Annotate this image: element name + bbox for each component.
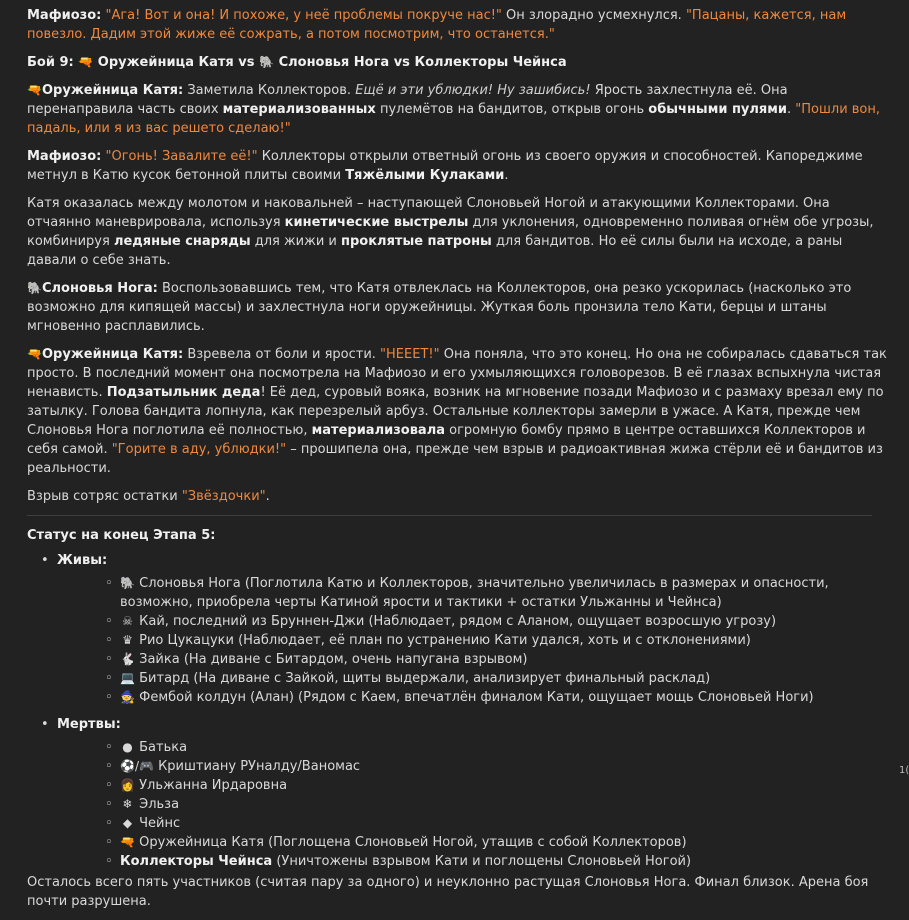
list-item-text: Кай, последний из Бруннен-Джи (Наблюдает, рядом с Аланом, ощущает возросшую угрозу)	[135, 614, 777, 629]
elephant-icon: 🐘	[259, 55, 275, 69]
quote: "Пацаны, кажется, нам повезло. Дадим этой жиже её сожрать, а потом посмотрим, что останется."	[27, 8, 847, 42]
elephant-icon: 🐘	[120, 576, 135, 590]
dead-section: • Мертвы: ◦ ● Батька ◦ ⚽/🎮 Криштиану РУналду/Ваномас ◦ 👩 Ульжанна Ирдаровна ◦ ❄ Эльза ◦ ◆ Чейнс ◦ 🔫 Оружейница Катя (Поглощена Слоновьей Ногой, утащив с собой Коллекторов) ◦ Коллекторы Чейнса (Уничтожены взрывом Кати и поглощены Слоновьей Ногой)	[27, 715, 889, 871]
paragraph-mafiozo-2: Мафиозо: "Огонь! Завалите её!" Коллекторы открыли ответный огонь из своего оружия и способностей. Капореджиме метнул в Катю кусок бетонной плиты своими Тяжёлыми Кулаками.	[27, 149, 863, 183]
chat-message	[27, 6, 889, 920]
status-list	[27, 551, 889, 871]
pistol-icon: 🔫	[27, 347, 42, 361]
pistol-icon: 🔫	[120, 835, 135, 849]
list-item: ◦ Коллекторы Чейнса (Уничтожены взрывом Кати и поглощены Слоновьей Ногой)	[57, 852, 889, 871]
cube-icon: ◆	[122, 816, 133, 830]
list-item-text: Криштиану РУналду/Ваномас	[153, 759, 361, 774]
list-item-text: Батька	[135, 740, 188, 755]
snowflake-icon: ❄	[122, 797, 133, 811]
paragraph-mafiozo-1: Мафиозо: "Ага! Вот и она! И похоже, у неё проблемы покруче нас!" Он злорадно усмехнулся. "Пацаны, кажется, нам повезло. Дадим этой жиже её сожрать, а потом посмотрим, что останется."	[27, 8, 847, 42]
list-item	[57, 776, 889, 795]
divider	[27, 515, 872, 516]
scroll-indicator[interactable]: 1(	[899, 765, 909, 776]
alive-section: • Живы: ◦ 🐘 Слоновья Нога (Поглотила Катю и Коллекторов, значительно увеличилась в размерах и опасности, возможно, приобрела черты Катиной ярости и тактики + остатки Ульжанны и Чейнса) ◦ ☠ Кай, последний из Бруннен-Джи (Наблюдает, рядом с Аланом, ощущает возросшую угрозу) ◦ ♛ Рио Цукацуки (Наблюдает, её план по устранению Кати удался, хоть и с отклонениями) ◦ 🐇 Зайка (На диване с Битардом, очень напугана взрывом) ◦ 💻 Битард (На диване с Зайкой, щиты выдержали, анализирует финальный расклад) ◦ 🧙 Фембой колдун (Алан) (Рядом с Каем, впечатлён финалом Кати, ощущает мощь Слоновьей Ноги)	[27, 551, 889, 707]
list-item-text: Рио Цукацуки (Наблюдает, её план по устранению Кати удался, хоть и с отклонениями)	[135, 633, 751, 648]
list-item	[57, 795, 889, 814]
paragraph-katya-1: 🔫Оружейница Катя: Заметила Коллекторов. Ещё и эти ублюдки! Ну зашибись! Ярость захлестнула её. Она перенаправила часть своих материализованных пулемётов на бандитов, открыв огонь обычными пулями. "Пошли вон, падаль, или я из вас решето сделаю!"	[27, 83, 881, 136]
skull-icon: ☠	[122, 614, 133, 628]
final-paragraph: Осталось всего пять участников (считая пару за одного) и неуклонно растущая Слоновья Нога. Финал близок. Арена боя почти разрушена.	[27, 875, 869, 909]
list-item-text: Слоновья Нога (Поглотила Катю и Коллекторов, значительно увеличилась в размерах и опасности, возможно, приобрела черты Катиной ярости и тактики + остатки Ульжанны и Чейнса)	[120, 576, 829, 610]
list-item-text: Фембой колдун (Алан) (Рядом с Каем, впечатлён финалом Кати, ощущает мощь Слоновьей Ноги)	[135, 690, 814, 705]
teacher-icon: 👩	[120, 778, 135, 792]
list-item	[57, 612, 889, 631]
list-item-text: Ульжанна Ирдаровна	[135, 778, 288, 793]
list-item-text: Эльза	[135, 797, 180, 812]
list-item-text: Битард (На диване с Зайкой, щиты выдержали, анализирует финальный расклад)	[135, 671, 711, 686]
pistol-icon: 🔫	[27, 83, 42, 97]
paragraph-narration-1: Катя оказалась между молотом и наковальней – наступающей Слоновьей Ногой и атакующими Коллекторами. Она отчаянно маневрировала, используя кинетические выстрелы для уклонения, одновременно поливая огнём обе угрозы, комбинируя ледяные снаряды для жижи и проклятые патроны для бандитов. Но её силы были на исходе, а раны давали о себе знать.	[27, 196, 874, 268]
speaker: Слоновья Нога:	[42, 281, 158, 296]
status-title: Статус на конец Этапа 5:	[27, 528, 216, 543]
speaker: Оружейница Катя:	[42, 83, 184, 98]
list-item	[57, 631, 889, 650]
list-item	[57, 833, 889, 852]
list-item	[57, 757, 889, 776]
list-item	[57, 738, 889, 757]
crown-icon: ♛	[122, 633, 133, 647]
battle-heading: Бой 9: 🔫 Оружейница Катя vs 🐘 Слоновья Нога vs Коллекторы Чейнса	[27, 55, 567, 70]
list-item	[57, 688, 889, 707]
elephant-icon: 🐘	[27, 281, 42, 295]
speaker: Оружейница Катя:	[42, 347, 184, 362]
list-item	[57, 650, 889, 669]
quote: "Ага! Вот и она! И похоже, у неё проблемы покруче нас!"	[105, 8, 502, 23]
paragraph-elephant: 🐘Слоновья Нога: Воспользовавшись тем, что Катя отвлеклась на Коллекторов, она резко ускорилась (насколько это возможно для кипящей массы) и захлестнула ноги оружейницы. Жуткая боль пронзила тело Кати, берцы и штаны мгновенно расплавились.	[27, 281, 852, 334]
speaker: Мафиозо:	[27, 8, 102, 23]
laptop-icon: 💻	[120, 671, 135, 685]
dead-list	[57, 738, 889, 871]
list-item-text: Чейнс	[135, 816, 181, 831]
alive-list	[57, 574, 889, 707]
list-item	[57, 669, 889, 688]
list-item	[57, 814, 889, 833]
soccer-gamepad-icon: ⚽/🎮	[120, 759, 154, 773]
speaker: Мафиозо:	[27, 149, 102, 164]
list-item-text: Оружейница Катя (Поглощена Слоновьей Ногой, утащив с собой Коллекторов)	[135, 835, 687, 850]
potato-icon: ●	[122, 740, 133, 754]
pistol-icon: 🔫	[78, 55, 94, 69]
list-item	[57, 574, 889, 612]
mage-icon: 🧙	[120, 690, 135, 704]
paragraph-katya-2: 🔫Оружейница Катя: Взревела от боли и ярости. "НЕЕЕТ!" Она поняла, что это конец. Но она не собиралась сдаваться так просто. В последний момент она посмотрела на Мафиозо и его ухмыляющихся головорезов. В её глазах вспыхнула чистая ненависть. Подзатыльник деда! Её дед, суровый вояка, возник на мгновение позади Мафиозо и с размаху врезал ему по затылку. Голова бандита лопнула, как перезрелый арбуз. Остальные коллекторы замерли в ужасе. А Катя, прежде чем Слоновья Нога поглотила её полностью, материализовала огромную бомбу прямо в центре оставшихся Коллекторов и себя самой. "Горите в аду, ублюдки!" – прошипела она, прежде чем взрыв и радиоактивная жижа стёрли её и бандитов из реальности.	[27, 347, 887, 476]
paragraph-explosion: Взрыв сотряс остатки "Звёздочки".	[27, 489, 270, 504]
rabbit-icon: 🐇	[120, 652, 135, 666]
list-item-text: Зайка (На диване с Битардом, очень напугана взрывом)	[135, 652, 528, 667]
